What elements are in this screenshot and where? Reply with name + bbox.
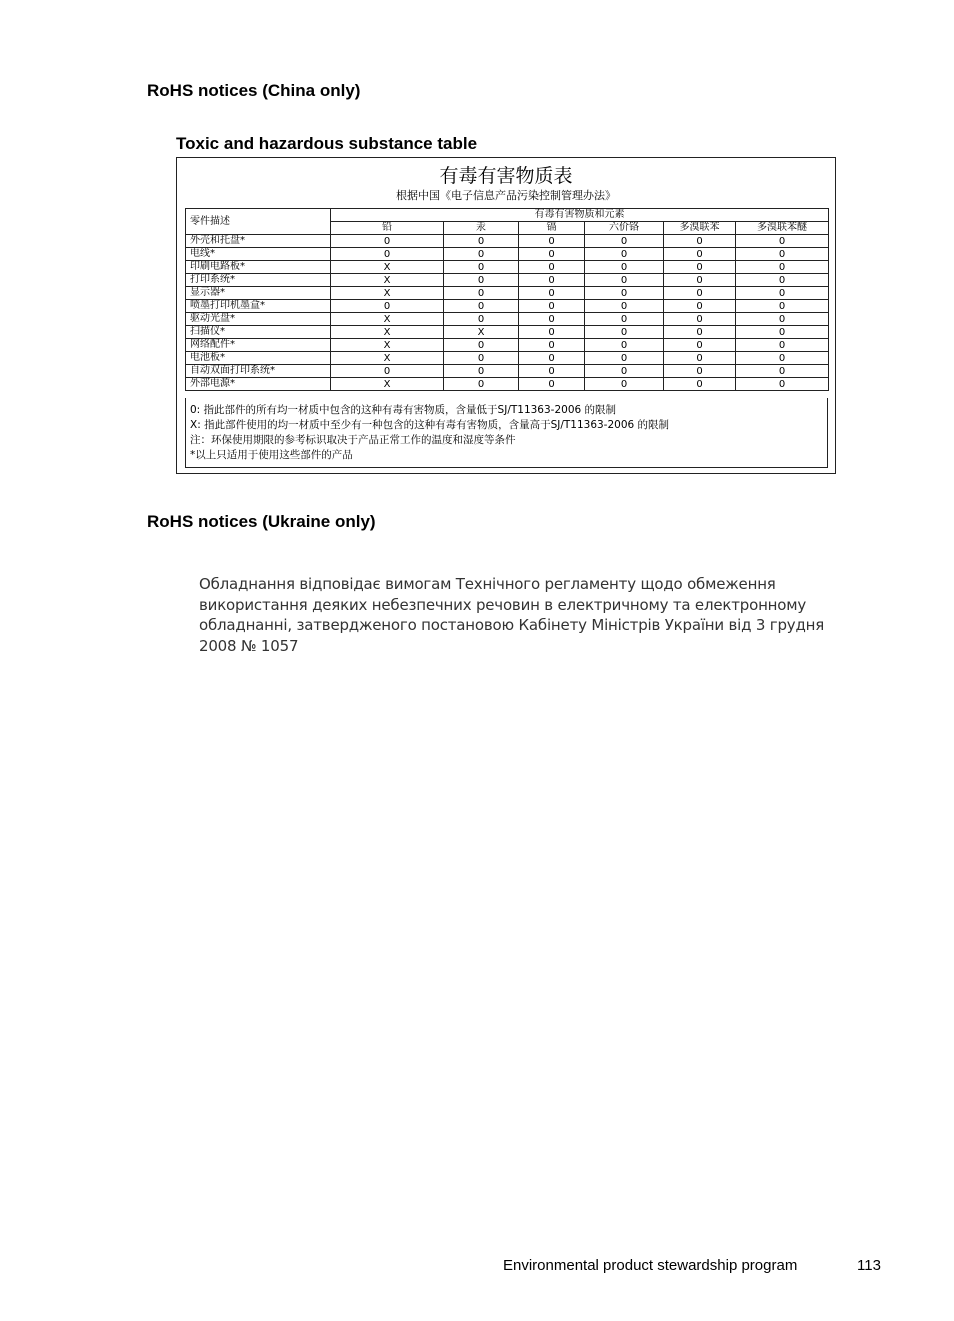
substance-value-cell: 0	[585, 248, 664, 261]
note-line: *以上只适用于使用这些部件的产品	[190, 449, 353, 461]
substance-value-cell: 0	[736, 339, 829, 352]
part-name-cell: 自动双面打印系统*	[186, 365, 331, 378]
table-heading: Toxic and hazardous substance table	[176, 134, 478, 153]
substance-header: 铅	[331, 222, 444, 235]
substance-value-cell: 0	[519, 287, 585, 300]
part-name-cell: 驱动光盘*	[186, 313, 331, 326]
substance-value-cell: X	[331, 313, 444, 326]
substance-value-cell: 0	[519, 313, 585, 326]
substance-value-cell: X	[331, 261, 444, 274]
part-description-header: 零件描述	[186, 209, 331, 235]
substance-value-cell: 0	[736, 300, 829, 313]
substance-value-cell: 0	[519, 378, 585, 391]
substance-value-cell: 0	[664, 326, 736, 339]
part-name-cell: 扫描仪*	[186, 326, 331, 339]
substance-value-cell: 0	[664, 274, 736, 287]
substance-value-cell: 0	[444, 274, 519, 287]
substance-value-cell: X	[331, 287, 444, 300]
footer-title: Environmental product stewardship program	[503, 1257, 798, 1274]
substance-value-cell: 0	[444, 365, 519, 378]
substance-value-cell: X	[331, 326, 444, 339]
notice-line: обладнанні, затвердженого постановою Кабінету Міністрів України від 3 грудня	[199, 616, 825, 634]
part-name-cell: 外部电源*	[186, 378, 331, 391]
substance-value-cell: 0	[519, 326, 585, 339]
table-row	[186, 365, 829, 378]
substance-value-cell: 0	[664, 300, 736, 313]
substance-header: 镉	[519, 222, 585, 235]
substance-value-cell: 0	[585, 287, 664, 300]
substance-value-cell: X	[331, 274, 444, 287]
table-row	[186, 313, 829, 326]
part-name-cell: 外壳和托盘*	[186, 235, 331, 248]
substance-value-cell: 0	[736, 326, 829, 339]
notice-line: Обладнання відповідає вимогам Технічного регламенту щодо обмеження	[199, 575, 776, 593]
substance-value-cell: 0	[664, 248, 736, 261]
substance-value-cell: 0	[444, 339, 519, 352]
substance-value-cell: 0	[664, 352, 736, 365]
substance-group-header: 有毒有害物质和元素	[331, 209, 829, 222]
substance-value-cell: X	[331, 339, 444, 352]
substance-value-cell: 0	[736, 352, 829, 365]
substance-value-cell: 0	[519, 274, 585, 287]
substance-value-cell: 0	[585, 365, 664, 378]
substance-value-cell: 0	[585, 313, 664, 326]
rohs-notes	[185, 398, 828, 468]
part-name-cell: 电线*	[186, 248, 331, 261]
part-name-cell: 打印系统*	[186, 274, 331, 287]
substance-value-cell: 0	[444, 261, 519, 274]
substance-value-cell: 0	[736, 235, 829, 248]
substance-value-cell: 0	[519, 365, 585, 378]
table-row	[186, 339, 829, 352]
substance-value-cell: 0	[519, 339, 585, 352]
substance-value-cell: 0	[736, 287, 829, 300]
substance-value-cell: 0	[664, 313, 736, 326]
part-name-cell: 喷墨打印机墨盒*	[186, 300, 331, 313]
table-row	[186, 248, 829, 261]
substance-value-cell: 0	[736, 274, 829, 287]
table-row	[186, 300, 829, 313]
substance-value-cell: X	[444, 326, 519, 339]
substance-value-cell: 0	[664, 261, 736, 274]
substance-value-cell: 0	[444, 248, 519, 261]
substance-value-cell: 0	[519, 300, 585, 313]
table-row	[186, 326, 829, 339]
substance-value-cell: 0	[736, 365, 829, 378]
substance-value-cell: 0	[585, 261, 664, 274]
substance-value-cell: 0	[444, 235, 519, 248]
substance-value-cell: 0	[444, 287, 519, 300]
substance-value-cell: 0	[519, 235, 585, 248]
substance-value-cell: 0	[664, 365, 736, 378]
substance-value-cell: 0	[736, 313, 829, 326]
substance-value-cell: 0	[585, 274, 664, 287]
substance-value-cell: 0	[519, 352, 585, 365]
substance-value-cell: 0	[519, 248, 585, 261]
substance-value-cell: 0	[331, 235, 444, 248]
substance-value-cell: 0	[331, 365, 444, 378]
substance-value-cell: 0	[331, 300, 444, 313]
table-row	[186, 287, 829, 300]
part-name-cell: 印刷电路板*	[186, 261, 331, 274]
substance-value-cell: X	[331, 378, 444, 391]
substance-header: 多溴联苯醚	[736, 222, 829, 235]
notice-line: використання деяких небезпечних речовин в електричному та електронному	[199, 595, 807, 614]
table-row	[186, 378, 829, 391]
substance-value-cell: 0	[519, 261, 585, 274]
substance-value-cell: 0	[585, 300, 664, 313]
substance-value-cell: 0	[585, 235, 664, 248]
table-row	[186, 274, 829, 287]
table-row	[186, 352, 829, 365]
note-line: 注：环保使用期限的参考标识取决于产品正常工作的温度和湿度等条件	[190, 434, 516, 446]
rohs-table-title: 有毒有害物质表	[439, 165, 573, 187]
notice-line: 2008 № 1057	[199, 636, 299, 655]
note-line: 0: 指此部件的所有均一材质中包含的这种有毒有害物质，含量低于SJ/T11363-2006 的限制	[190, 404, 617, 416]
page-number: 113	[857, 1257, 881, 1274]
substance-value-cell: 0	[585, 326, 664, 339]
substance-value-cell: 0	[664, 378, 736, 391]
substance-header: 六价铬	[585, 222, 664, 235]
substance-value-cell: 0	[444, 313, 519, 326]
substance-value-cell: 0	[585, 378, 664, 391]
substance-value-cell: 0	[444, 300, 519, 313]
substance-value-cell: 0	[664, 287, 736, 300]
substance-value-cell: 0	[736, 261, 829, 274]
rohs-table-subtitle: 根据中国《电子信息产品污染控制管理办法》	[396, 189, 616, 202]
substance-header: 多溴联苯	[664, 222, 736, 235]
substance-value-cell: 0	[331, 248, 444, 261]
rohs-table-body	[186, 235, 829, 391]
rohs-substance-table	[185, 208, 829, 391]
substance-value-cell: 0	[664, 235, 736, 248]
substance-value-cell: 0	[664, 339, 736, 352]
ukraine-rohs-heading: RoHS notices (Ukraine only)	[147, 512, 376, 531]
part-name-cell: 电池板*	[186, 352, 331, 365]
china-rohs-heading: RoHS notices (China only)	[147, 81, 361, 100]
substance-value-cell: 0	[585, 339, 664, 352]
substance-value-cell: 0	[736, 248, 829, 261]
substance-value-cell: 0	[585, 352, 664, 365]
part-name-cell: 网络配件*	[186, 339, 331, 352]
substance-value-cell: X	[331, 352, 444, 365]
substance-value-cell: 0	[736, 378, 829, 391]
table-row	[186, 235, 829, 248]
substance-value-cell: 0	[444, 352, 519, 365]
ukraine-notice-text	[199, 574, 825, 656]
substance-header: 汞	[444, 222, 519, 235]
note-line: X: 指此部件使用的均一材质中至少有一种包含的这种有毒有害物质，含量高于SJ/T11363-2006 的限制	[190, 419, 670, 431]
table-row	[186, 261, 829, 274]
substance-value-cell: 0	[444, 378, 519, 391]
part-name-cell: 显示器*	[186, 287, 331, 300]
